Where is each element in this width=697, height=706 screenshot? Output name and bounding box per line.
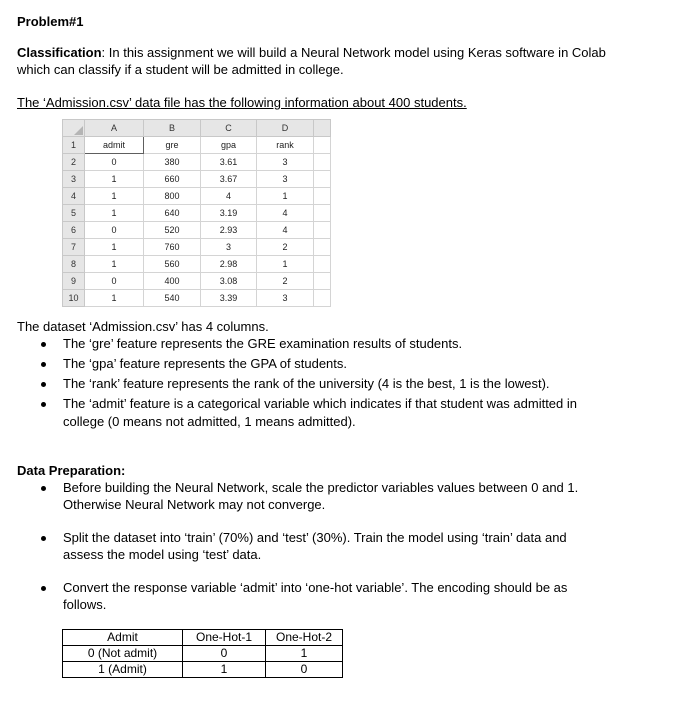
bullet-admit: The ‘admit’ feature is a categorical variable which indicates if that student was admitted in bbox=[63, 396, 578, 411]
data-cell: 1 bbox=[85, 188, 144, 205]
onehot-cell: 0 (Not admit) bbox=[63, 646, 183, 662]
column-letter: B bbox=[144, 120, 201, 137]
data-cell: 3.08 bbox=[201, 273, 257, 290]
empty-cell bbox=[314, 256, 331, 273]
data-cell: 660 bbox=[144, 171, 201, 188]
data-cell: 4 bbox=[201, 188, 257, 205]
data-cell: 2.98 bbox=[201, 256, 257, 273]
prep-onehot-line-1: Convert the response variable ‘admit’ into ‘one-hot variable’. The encoding should be as bbox=[63, 580, 568, 595]
onehot-cell: 0 bbox=[183, 646, 266, 662]
empty-cell bbox=[314, 205, 331, 222]
data-cell: 3 bbox=[257, 154, 314, 171]
empty-cell bbox=[314, 239, 331, 256]
data-cell: 1 bbox=[85, 205, 144, 222]
onehot-cell: 1 bbox=[266, 646, 343, 662]
data-cell: 2 bbox=[257, 239, 314, 256]
bullet-dot bbox=[41, 382, 46, 387]
empty-cell bbox=[314, 154, 331, 171]
row-number: 1 bbox=[63, 137, 85, 154]
data-cell: 0 bbox=[85, 154, 144, 171]
bullet-dot bbox=[41, 536, 46, 541]
data-cell: 800 bbox=[144, 188, 201, 205]
data-cell: 2 bbox=[257, 273, 314, 290]
classification-line-2: which can classify if a student will be admitted in college. bbox=[17, 62, 344, 77]
data-cell: 1 bbox=[257, 188, 314, 205]
bullet-gpa: The ‘gpa’ feature represents the GPA of students. bbox=[63, 356, 348, 371]
data-cell: 520 bbox=[144, 222, 201, 239]
table-row bbox=[63, 630, 343, 646]
prep-scale-line-1: Before building the Neural Network, scale the predictor variables values between 0 and 1. bbox=[63, 480, 579, 495]
data-cell: 0 bbox=[85, 222, 144, 239]
data-cell: 640 bbox=[144, 205, 201, 222]
onehot-cell: 1 bbox=[183, 662, 266, 678]
data-cell: 0 bbox=[85, 273, 144, 290]
data-cell: 1 bbox=[85, 256, 144, 273]
data-cell: 1 bbox=[85, 171, 144, 188]
empty-cell bbox=[314, 171, 331, 188]
row-number: 8 bbox=[63, 256, 85, 273]
prep-split-line-2: assess the model using ‘test’ data. bbox=[63, 547, 262, 562]
prep-scale-line-2: Otherwise Neural Network may not converge. bbox=[63, 497, 326, 512]
bullet-dot bbox=[41, 342, 46, 347]
empty-cell bbox=[314, 137, 331, 154]
data-cell: 3 bbox=[201, 239, 257, 256]
row-number: 2 bbox=[63, 154, 85, 171]
column-letter: A bbox=[85, 120, 144, 137]
table-row bbox=[63, 646, 343, 662]
column-letter: D bbox=[257, 120, 314, 137]
classification-text: : In this assignment we will build a Neural Network model using Keras software in Colab bbox=[101, 45, 606, 60]
dataset-intro: The dataset ‘Admission.csv’ has 4 columns. bbox=[17, 319, 269, 334]
row-number: 3 bbox=[63, 171, 85, 188]
data-cell: 560 bbox=[144, 256, 201, 273]
onehot-cell: 0 bbox=[266, 662, 343, 678]
bullet-admit-line-2: college (0 means not admitted, 1 means admitted). bbox=[63, 414, 356, 429]
empty-cell bbox=[314, 222, 331, 239]
header-cell: admit bbox=[85, 137, 144, 154]
spreadsheet-table bbox=[62, 119, 331, 307]
data-cell: 380 bbox=[144, 154, 201, 171]
data-cell: 400 bbox=[144, 273, 201, 290]
data-cell: 2.93 bbox=[201, 222, 257, 239]
column-letter: C bbox=[201, 120, 257, 137]
header-cell: gre bbox=[144, 137, 201, 154]
onehot-header: One-Hot-2 bbox=[266, 630, 343, 646]
data-cell: 3.67 bbox=[201, 171, 257, 188]
data-cell: 4 bbox=[257, 222, 314, 239]
empty-cell bbox=[314, 273, 331, 290]
onehot-header: One-Hot-1 bbox=[183, 630, 266, 646]
row-number: 5 bbox=[63, 205, 85, 222]
data-cell: 1 bbox=[257, 256, 314, 273]
onehot-cell: 1 (Admit) bbox=[63, 662, 183, 678]
prep-split-line-1: Split the dataset into ‘train’ (70%) and ‘test’ (30%). Train the model using ‘train’ data and bbox=[63, 530, 567, 545]
bullet-rank: The ‘rank’ feature represents the rank of the university (4 is the best, 1 is the lowest). bbox=[63, 376, 550, 391]
data-cell: 540 bbox=[144, 290, 201, 307]
data-cell: 1 bbox=[85, 239, 144, 256]
data-cell: 4 bbox=[257, 205, 314, 222]
data-cell: 3 bbox=[257, 171, 314, 188]
intro-text: The ‘Admission.csv’ data file has the following information about 400 students. bbox=[17, 95, 467, 110]
row-number: 4 bbox=[63, 188, 85, 205]
header-cell: gpa bbox=[201, 137, 257, 154]
data-cell: 3.19 bbox=[201, 205, 257, 222]
data-cell: 760 bbox=[144, 239, 201, 256]
table-row bbox=[63, 662, 343, 678]
classification-line-1 bbox=[17, 45, 606, 61]
row-number: 9 bbox=[63, 273, 85, 290]
bullet-dot bbox=[41, 586, 46, 591]
data-cell: 3 bbox=[257, 290, 314, 307]
row-number: 10 bbox=[63, 290, 85, 307]
onehot-table bbox=[62, 629, 343, 678]
bullet-dot bbox=[41, 486, 46, 491]
row-number: 6 bbox=[63, 222, 85, 239]
data-prep-heading: Data Preparation: bbox=[17, 463, 126, 478]
header-cell: rank bbox=[257, 137, 314, 154]
column-letter-blank bbox=[314, 120, 331, 137]
problem-title: Problem#1 bbox=[17, 14, 84, 29]
empty-cell bbox=[314, 290, 331, 307]
bullet-dot bbox=[41, 362, 46, 367]
data-cell: 3.61 bbox=[201, 154, 257, 171]
classification-label: Classification bbox=[17, 45, 102, 60]
data-cell: 3.39 bbox=[201, 290, 257, 307]
row-number: 7 bbox=[63, 239, 85, 256]
spreadsheet-excerpt bbox=[62, 119, 332, 303]
sheet-corner bbox=[63, 120, 85, 137]
bullet-gre: The ‘gre’ feature represents the GRE examination results of students. bbox=[63, 336, 463, 351]
prep-onehot-line-2: follows. bbox=[63, 597, 107, 612]
onehot-header: Admit bbox=[63, 630, 183, 646]
empty-cell bbox=[314, 188, 331, 205]
bullet-dot bbox=[41, 402, 46, 407]
data-cell: 1 bbox=[85, 290, 144, 307]
